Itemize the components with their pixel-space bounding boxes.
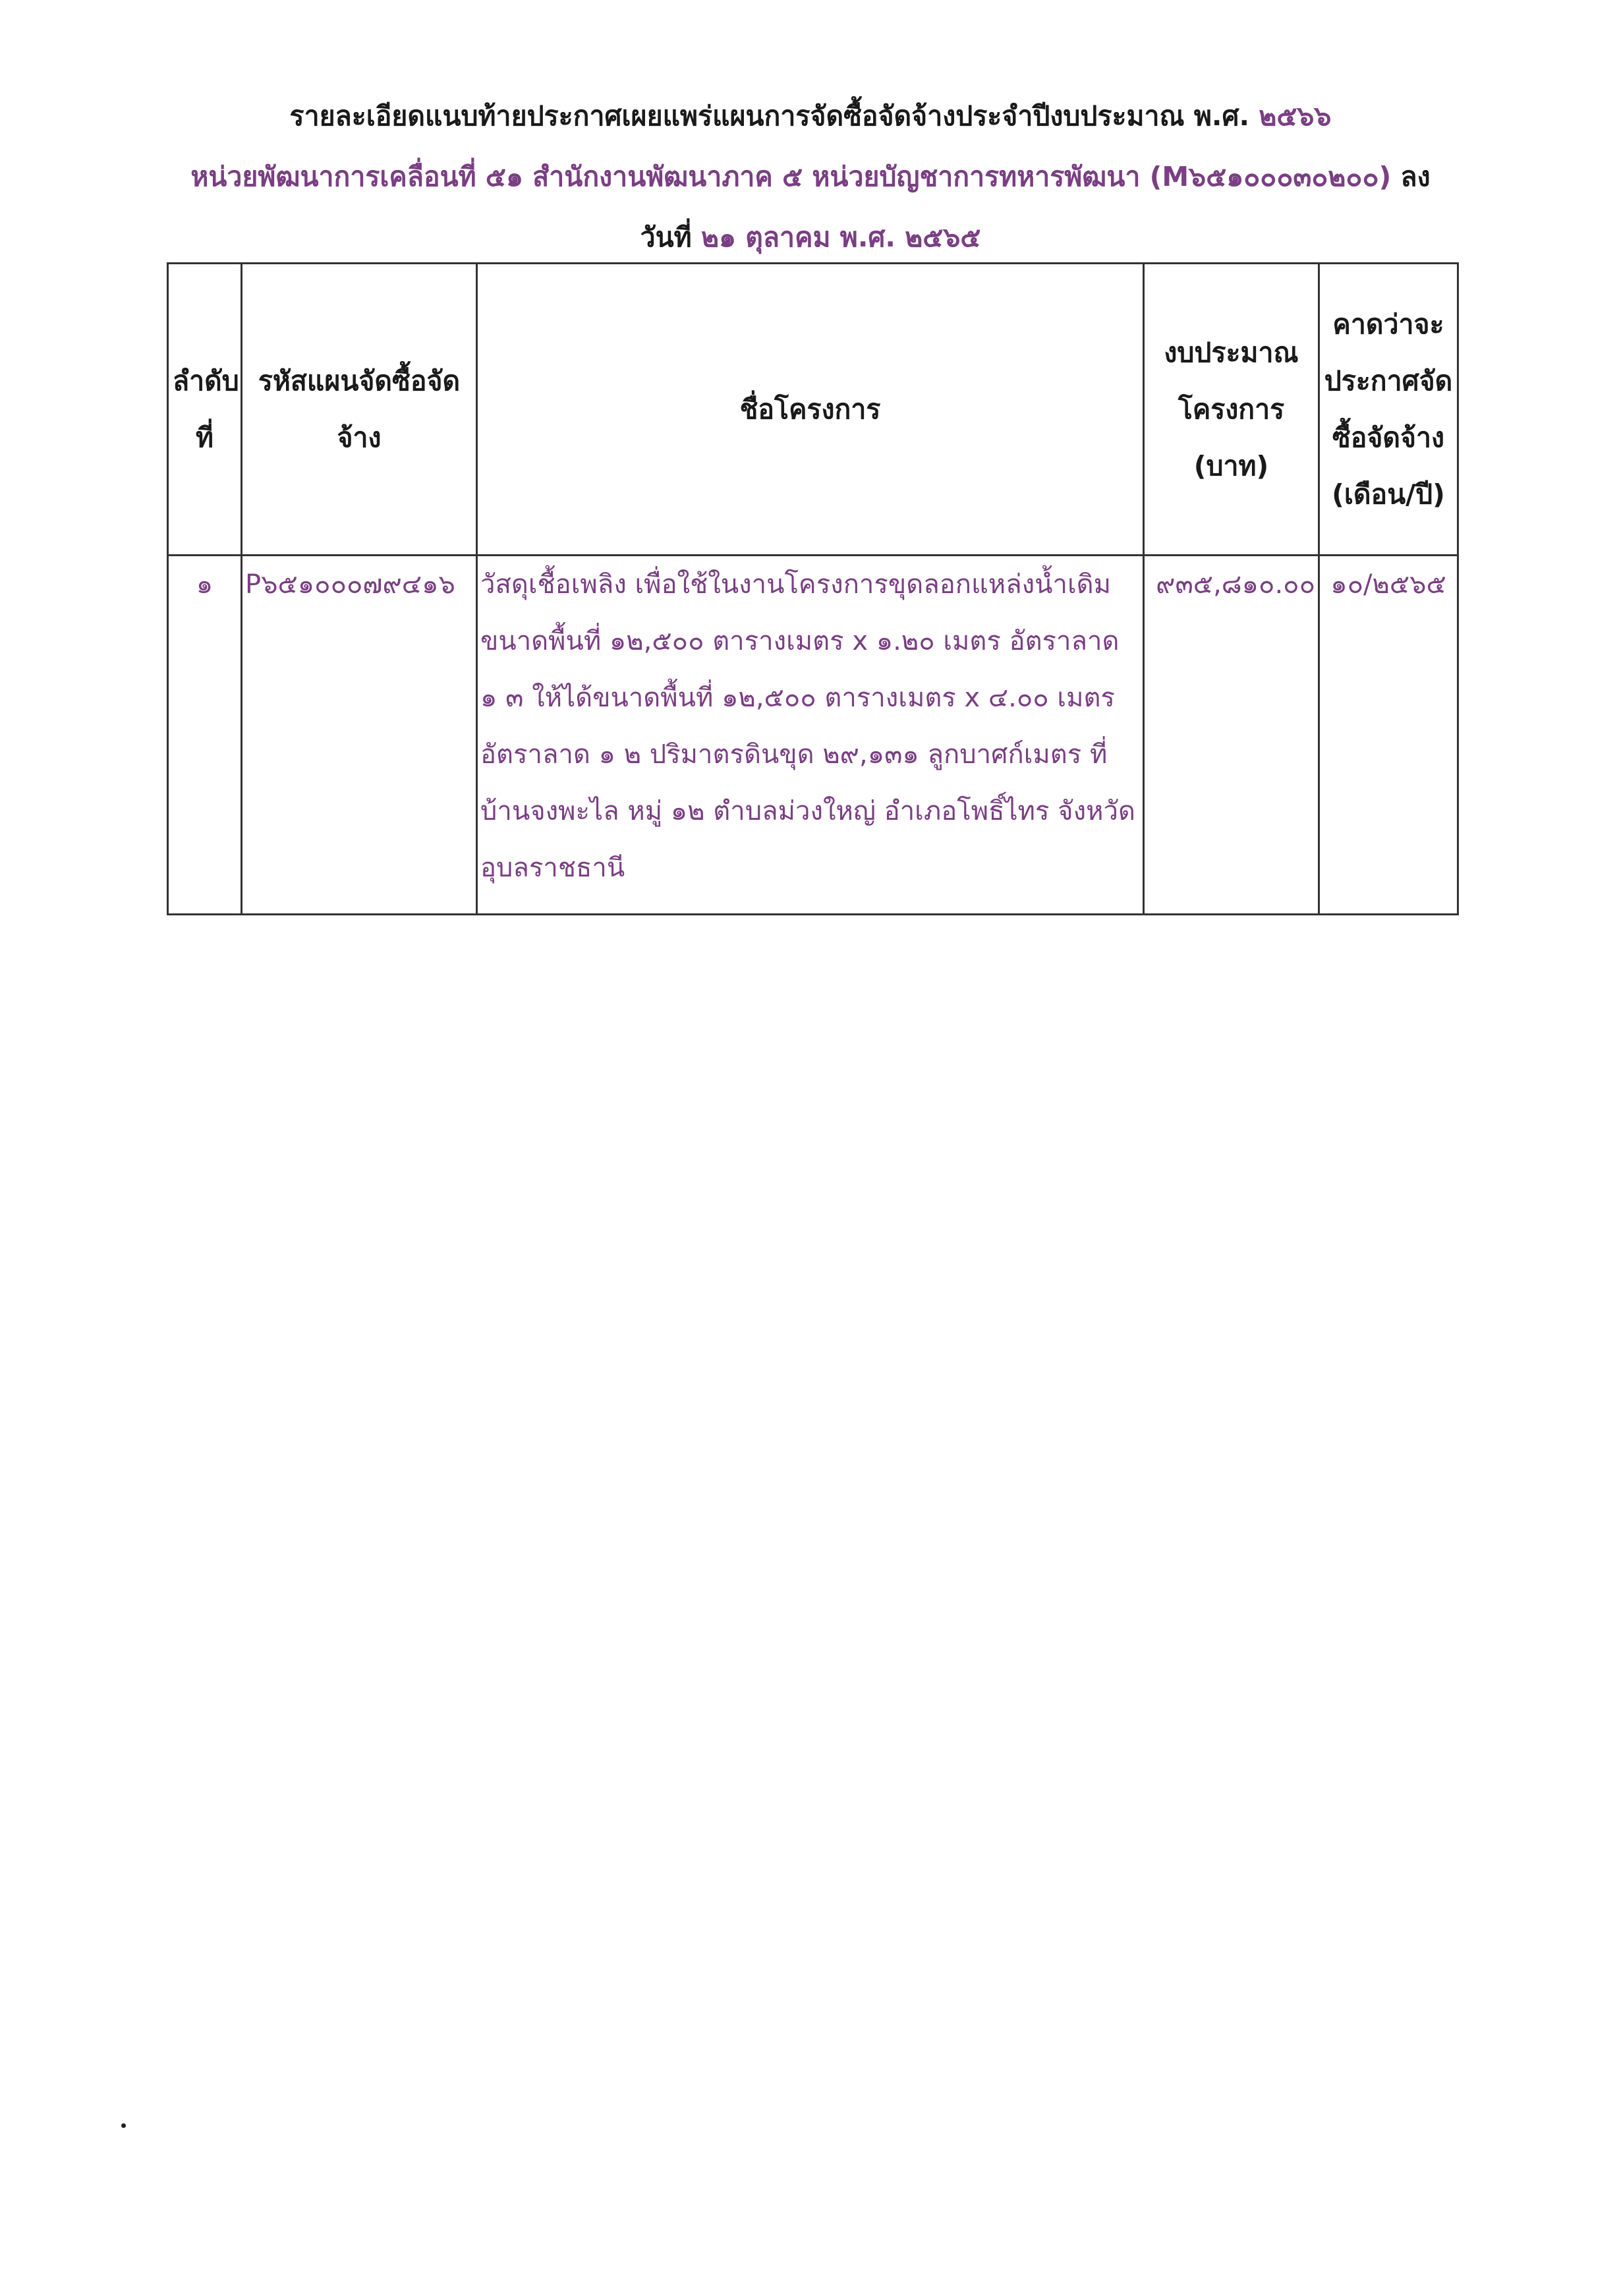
header-unit: หน่วยพัฒนาการเคลื่อนที่ ๕๑ สำนักงานพัฒนาภาค ๕ หน่วยบัญชาการทหารพัฒนา (M๖๕๑๐๐๐๓๐๒๐๐) [190, 161, 1392, 192]
header-budget: งบประมาณโครงการ (บาท) [1144, 264, 1319, 556]
header-no: ลำดับที่ [168, 264, 242, 556]
row-no: ๑ [168, 556, 242, 915]
header-line-3 [152, 207, 1469, 268]
header-title: รายละเอียดแนบท้ายประกาศเผยแพร่แผนการจัดซื้อจัดจ้างประจำปีงบประมาณ พ.ศ. [289, 100, 1250, 132]
row-expected-date: ๑๐/๒๕๖๕ [1319, 556, 1458, 915]
row-project-name: วัสดุเชื้อเพลิง เพื่อใช้ในงานโครงการขุดลอกแหล่งน้ำเดิม ขนาดพื้นที่ ๑๒,๕๐๐ ตารางเมตร x ๑.๒๐ เมตร อัตราลาด ๑ ๓ ให้ได้ขนาดพื้นที่ ๑๒,๕๐๐ ตารางเมตร x ๔.๐๐ เมตร อัตราลาด ๑ ๒ ปริมาตรดินขุด ๒๙,๑๓๑ ลูกบาศก์เมตร ที่บ้านจงพะไล หมู่ ๑๒ ตำบลม่วงใหญ่ อำเภอโพธิ์ไทร จังหวัดอุบลราชธานี [477, 556, 1144, 915]
scan-speck [121, 2123, 126, 2128]
header-project-name: ชื่อโครงการ [477, 264, 1144, 556]
header-expected-date: คาดว่าจะประกาศจัดซื้อจัดจ้าง (เดือน/ปี) [1319, 264, 1458, 556]
header-date-label: วันที่ [640, 221, 692, 253]
row-budget: ๙๓๕,๘๑๐.๐๐ [1144, 556, 1319, 915]
table-row [168, 556, 1458, 915]
header-line-2 [152, 146, 1469, 207]
header-date: ๒๑ ตุลาคม พ.ศ. ๒๕๖๕ [700, 221, 981, 253]
header-fiscal-year: ๒๕๖๖ [1259, 100, 1332, 132]
procurement-plan-table [167, 262, 1459, 915]
table-header-row [168, 264, 1458, 556]
document-header [152, 86, 1469, 268]
header-line-1 [152, 86, 1469, 146]
row-plan-code: P๖๕๑๐๐๐๗๙๔๑๖ [242, 556, 477, 915]
header-line2-suffix: ลง [1400, 161, 1431, 192]
header-plan-code: รหัสแผนจัดซื้อจัดจ้าง [242, 264, 477, 556]
